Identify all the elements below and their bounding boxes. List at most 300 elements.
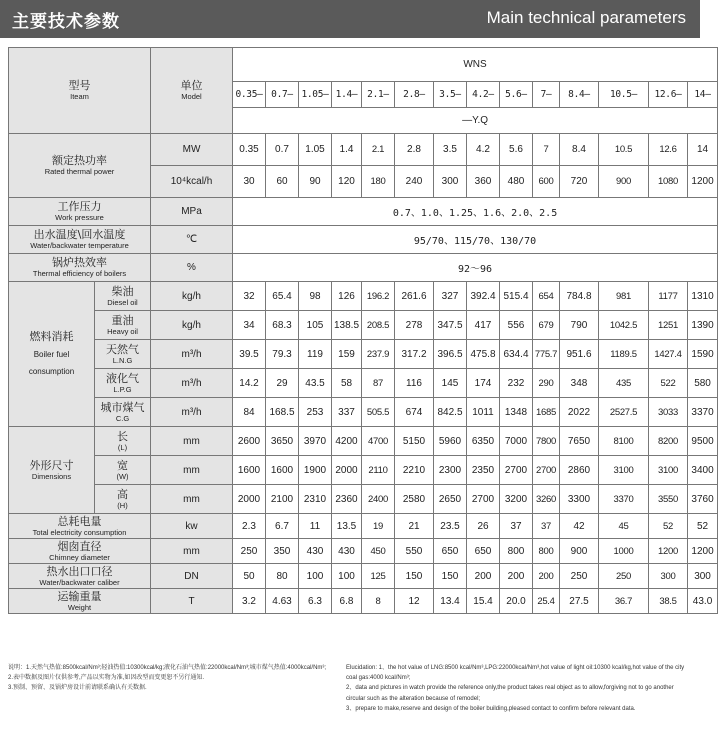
fuel-value: 505.5 [362, 398, 395, 427]
fuel-type-cn: 柴油 [111, 284, 134, 298]
model-column: 3.5— [434, 82, 467, 108]
chimney-value: 250 [233, 539, 266, 564]
fuel-value: 337 [332, 398, 362, 427]
fuel-type-cn: 重油 [111, 313, 134, 327]
fuel-value: 138.5 [332, 311, 362, 340]
table-row [9, 48, 718, 82]
fuel-value: 1177 [649, 282, 688, 311]
rated-mw-value: 8.4 [560, 134, 599, 166]
fuel-type-cn: 天然气 [106, 342, 139, 356]
fuel-value: 98 [299, 282, 332, 311]
rated-mw-value: 12.6 [649, 134, 688, 166]
dimension-en: (H) [117, 500, 128, 510]
model-column: 4.2— [467, 82, 500, 108]
dimension-value: 6350 [467, 427, 500, 456]
unit-cell: T [151, 589, 233, 614]
electric-label [9, 514, 151, 539]
fuel-value: 327 [434, 282, 467, 311]
unit-cell: m³/h [151, 369, 233, 398]
fuel-value: 34 [233, 311, 266, 340]
weight-value: 6.3 [299, 589, 332, 614]
rated-mw-value: 5.6 [500, 134, 533, 166]
dimension-value: 9500 [688, 427, 718, 456]
dimensions-label [9, 427, 95, 514]
weight-value: 36.7 [599, 589, 649, 614]
electric-value: 26 [467, 514, 500, 539]
weight-value: 8 [362, 589, 395, 614]
dimension-en: (W) [116, 471, 129, 481]
dimension-value: 2300 [434, 456, 467, 485]
dimension-cn: 宽 [117, 458, 128, 472]
dimension-value: 1900 [299, 456, 332, 485]
unit-cell: kw [151, 514, 233, 539]
unit-cell: m³/h [151, 340, 233, 369]
electric-value: 6.7 [266, 514, 299, 539]
table-row [9, 340, 718, 369]
electric-value: 52 [688, 514, 718, 539]
fuel-value: 1011 [467, 398, 500, 427]
unit-cell: ℃ [151, 226, 233, 254]
temperature-cn: 出水温度\回水温度 [33, 228, 126, 241]
fuel-value: 674 [395, 398, 434, 427]
weight-value: 20.0 [500, 589, 533, 614]
fuel-value: 1042.5 [599, 311, 649, 340]
fuel-type-en: Diesel oil [107, 297, 138, 307]
rated-kcal-value: 900 [599, 166, 649, 198]
dimension-value: 2360 [332, 485, 362, 514]
fuel-type-en: C.G [115, 413, 130, 423]
header-model [9, 48, 151, 134]
dimension-value: 2700 [467, 485, 500, 514]
rated-kcal-value: 180 [362, 166, 395, 198]
caliber-value: 125 [362, 564, 395, 589]
electric-value: 11 [299, 514, 332, 539]
caliber-value: 250 [560, 564, 599, 589]
chimney-value: 430 [332, 539, 362, 564]
fuel-value: 232 [500, 369, 533, 398]
unit-cell: MW [151, 134, 233, 166]
note-cn-1: 说明：1.天然气热值:8500kcal/Nm³;轻油热值:10300kcal/kg;液化石油气热值:22000kcal/Nm³;城市煤气热值:4000kcal/Nm³; [8, 665, 327, 671]
weight-value: 13.4 [434, 589, 467, 614]
temperature-en: Water/backwater temperature [30, 241, 129, 250]
dimension-value: 2350 [467, 456, 500, 485]
table-row [9, 398, 718, 427]
model-column: 0.7— [266, 82, 299, 108]
unit-cell: kg/h [151, 311, 233, 340]
dimension-value: 3200 [500, 485, 533, 514]
rated-kcal-value: 600 [533, 166, 560, 198]
model-column: 12.6— [649, 82, 688, 108]
table-row [9, 485, 718, 514]
weight-en: Weight [67, 602, 92, 612]
fuel-en-1: Boiler fuel [33, 350, 70, 359]
fuel-value: 435 [599, 369, 649, 398]
fuel-value: 634.4 [500, 340, 533, 369]
fuel-value: 290 [533, 369, 560, 398]
dimension-value: 8200 [649, 427, 688, 456]
fuel-value: 1310 [688, 282, 718, 311]
dimension-value: 3550 [649, 485, 688, 514]
notes-en [346, 663, 692, 714]
rated-kcal-value: 90 [299, 166, 332, 198]
rated-mw-value: 14 [688, 134, 718, 166]
fuel-value: 84 [233, 398, 266, 427]
fuel-value: 1590 [688, 340, 718, 369]
dimension-type-label [95, 456, 151, 485]
chimney-value: 350 [266, 539, 299, 564]
fuel-value: 32 [233, 282, 266, 311]
unit-cell: DN [151, 564, 233, 589]
rated-output-cn: 额定热功率 [52, 154, 107, 167]
fuel-value: 119 [299, 340, 332, 369]
fuel-type-en: L.N.G [112, 355, 133, 365]
dimension-value: 3760 [688, 485, 718, 514]
caliber-value: 80 [266, 564, 299, 589]
weight-value: 15.4 [467, 589, 500, 614]
unit-cell: kg/h [151, 282, 233, 311]
note-en-3: 3、prepare to make,reserve and design of the boiler building,pleased contact to confirm before relevant data. [346, 705, 636, 712]
table-row [9, 282, 718, 311]
caliber-cn: 热水出口口径 [46, 564, 113, 578]
fuel-value: 392.4 [467, 282, 500, 311]
efficiency-en: Thermal efficiency of boilers [32, 269, 127, 278]
model-column: 14— [688, 82, 718, 108]
dimension-value: 2580 [395, 485, 434, 514]
fuel-value: 784.8 [560, 282, 599, 311]
dimension-type-label [95, 427, 151, 456]
caliber-value: 150 [434, 564, 467, 589]
fuel-value: 237.9 [362, 340, 395, 369]
chimney-cn: 烟囱直径 [57, 539, 102, 553]
weight-value: 12 [395, 589, 434, 614]
table-row [9, 134, 718, 166]
efficiency-value: 92～96 [233, 254, 718, 282]
dimension-value: 2700 [500, 456, 533, 485]
caliber-value: 250 [599, 564, 649, 589]
chimney-value: 430 [299, 539, 332, 564]
unit-en: Model [181, 92, 202, 101]
fuel-value: 1685 [533, 398, 560, 427]
dimension-cn: 长 [117, 429, 128, 443]
rated-kcal-value: 240 [395, 166, 434, 198]
table-row [9, 226, 718, 254]
fuel-value: 174 [467, 369, 500, 398]
rated-output-label [9, 134, 151, 198]
fuel-value: 3370 [688, 398, 718, 427]
dimension-value: 3100 [599, 456, 649, 485]
fuel-value: 145 [434, 369, 467, 398]
model-column: 5.6— [500, 82, 533, 108]
fuel-value: 14.2 [233, 369, 266, 398]
fuel-value: 65.4 [266, 282, 299, 311]
fuel-value: 951.6 [560, 340, 599, 369]
title-bar [0, 0, 700, 38]
chimney-value: 450 [362, 539, 395, 564]
chimney-value: 650 [434, 539, 467, 564]
pressure-en: Work pressure [55, 213, 104, 222]
fuel-value: 1189.5 [599, 340, 649, 369]
rated-kcal-value: 120 [332, 166, 362, 198]
weight-value: 25.4 [533, 589, 560, 614]
rated-kcal-value: 30 [233, 166, 266, 198]
note-en-1: Elucidation: 1、the hot value of LNG:8500 kcal/Nm³,LPG:22000kcal/Nm³,hot value of light oil:10300 kcal/kg,hot value of the city coal gas:4000 kcal/Nm³; [346, 665, 685, 682]
chimney-en: Chimney diameter [49, 552, 110, 562]
pressure-cn: 工作压力 [57, 200, 102, 213]
dimension-value: 2650 [434, 485, 467, 514]
rated-kcal-value: 1200 [688, 166, 718, 198]
dimension-value: 3260 [533, 485, 560, 514]
unit-cell: m³/h [151, 398, 233, 427]
fuel-value: 159 [332, 340, 362, 369]
caliber-value: 200 [467, 564, 500, 589]
electric-value: 23.5 [434, 514, 467, 539]
fuel-type-label [95, 398, 151, 427]
model-column: 10.5— [599, 82, 649, 108]
unit-cell: mm [151, 456, 233, 485]
fuel-value: 39.5 [233, 340, 266, 369]
fuel-value: 29 [266, 369, 299, 398]
chimney-value: 900 [560, 539, 599, 564]
model-column: 7— [533, 82, 560, 108]
fuel-value: 348 [560, 369, 599, 398]
dimension-value: 3100 [649, 456, 688, 485]
weight-value: 3.2 [233, 589, 266, 614]
table-row [9, 198, 718, 226]
dimension-en: (L) [117, 442, 128, 452]
fuel-type-label [95, 311, 151, 340]
caliber-value: 200 [500, 564, 533, 589]
fuel-en-2: consumption [28, 367, 75, 376]
efficiency-cn: 锅炉热效率 [52, 256, 107, 269]
fuel-value: 2527.5 [599, 398, 649, 427]
table-row [9, 369, 718, 398]
fuel-value: 79.3 [266, 340, 299, 369]
rated-mw-value: 1.05 [299, 134, 332, 166]
fuel-value: 87 [362, 369, 395, 398]
caliber-value: 100 [332, 564, 362, 589]
electric-cn: 总耗电量 [57, 514, 102, 528]
unit-cell: % [151, 254, 233, 282]
dimension-type-label [95, 485, 151, 514]
chimney-value: 650 [467, 539, 500, 564]
fuel-value: 253 [299, 398, 332, 427]
model-column: 1.4— [332, 82, 362, 108]
fuel-value: 1427.4 [649, 340, 688, 369]
pressure-value: 0.7、1.0、1.25、1.6、2.0、2.5 [233, 198, 718, 226]
caliber-value: 150 [395, 564, 434, 589]
dimension-value: 2860 [560, 456, 599, 485]
model-column: 2.1— [362, 82, 395, 108]
chimney-label [9, 539, 151, 564]
fuel-value: 347.5 [434, 311, 467, 340]
series-label: WNS [233, 48, 718, 82]
fuel-type-label [95, 369, 151, 398]
notes-cn [8, 663, 328, 694]
dimension-value: 5960 [434, 427, 467, 456]
fuel-value: 842.5 [434, 398, 467, 427]
weight-value: 6.8 [332, 589, 362, 614]
dimension-value: 1600 [266, 456, 299, 485]
fuel-type-cn: 城市煤气 [100, 400, 145, 414]
fuel-type-label [95, 282, 151, 311]
chimney-value: 1200 [649, 539, 688, 564]
rated-mw-value: 3.5 [434, 134, 467, 166]
fuel-value: 43.5 [299, 369, 332, 398]
rated-mw-value: 2.1 [362, 134, 395, 166]
efficiency-label [9, 254, 151, 282]
rated-kcal-value: 300 [434, 166, 467, 198]
dimension-value: 4200 [332, 427, 362, 456]
model-column: 1.05— [299, 82, 332, 108]
rated-kcal-value: 1080 [649, 166, 688, 198]
fuel-value: 116 [395, 369, 434, 398]
unit-cell: mm [151, 427, 233, 456]
fuel-type-label [95, 340, 151, 369]
dimension-value: 2600 [233, 427, 266, 456]
rated-mw-value: 4.2 [467, 134, 500, 166]
caliber-value: 50 [233, 564, 266, 589]
chimney-value: 1000 [599, 539, 649, 564]
dimension-value: 3370 [599, 485, 649, 514]
fuel-value: 68.3 [266, 311, 299, 340]
electric-value: 42 [560, 514, 599, 539]
model-suffix: —Y.Q [233, 108, 718, 134]
unit-cell: mm [151, 539, 233, 564]
fuel-value: 278 [395, 311, 434, 340]
model-en: Iteam [70, 92, 89, 101]
fuel-value: 1390 [688, 311, 718, 340]
caliber-en: Water/backwater caliber [39, 577, 120, 587]
fuel-value: 522 [649, 369, 688, 398]
temperature-value: 95/70、115/70、130/70 [233, 226, 718, 254]
electric-value: 52 [649, 514, 688, 539]
dimension-value: 2000 [332, 456, 362, 485]
spec-table [8, 47, 718, 614]
dimension-value: 7800 [533, 427, 560, 456]
electric-value: 2.3 [233, 514, 266, 539]
dimension-value: 4700 [362, 427, 395, 456]
chimney-value: 800 [533, 539, 560, 564]
dimension-value: 3400 [688, 456, 718, 485]
fuel-value: 1251 [649, 311, 688, 340]
weight-label [9, 589, 151, 614]
fuel-value: 981 [599, 282, 649, 311]
rated-kcal-value: 480 [500, 166, 533, 198]
table-row [9, 514, 718, 539]
table-row [9, 564, 718, 589]
note-en-2: 2、data and pictures in watch provide the reference only,the product takes real object as to allow,forgiving not to go another circular such as the alteration because of remodel; [346, 685, 674, 702]
chimney-value: 550 [395, 539, 434, 564]
fuel-value: 417 [467, 311, 500, 340]
fuel-value: 475.8 [467, 340, 500, 369]
note-cn-3: 3.预制、预留、及锅炉房设计前请联系确认有关数据. [8, 685, 147, 692]
dimension-value: 3300 [560, 485, 599, 514]
weight-cn: 运输重量 [57, 589, 102, 603]
fuel-value: 556 [500, 311, 533, 340]
fuel-value: 515.4 [500, 282, 533, 311]
electric-value: 37 [500, 514, 533, 539]
dimension-value: 5150 [395, 427, 434, 456]
title-en: Main technical parameters [486, 8, 686, 27]
caliber-value: 100 [299, 564, 332, 589]
dimension-value: 7000 [500, 427, 533, 456]
rated-mw-value: 10.5 [599, 134, 649, 166]
chimney-value: 800 [500, 539, 533, 564]
table-row [9, 589, 718, 614]
weight-value: 27.5 [560, 589, 599, 614]
model-column: 2.8— [395, 82, 434, 108]
dimension-value: 2000 [233, 485, 266, 514]
fuel-cn: 燃料消耗 [29, 330, 74, 343]
fuel-value: 58 [332, 369, 362, 398]
fuel-value: 3033 [649, 398, 688, 427]
dimension-value: 3650 [266, 427, 299, 456]
rated-kcal-value: 60 [266, 166, 299, 198]
fuel-value: 1348 [500, 398, 533, 427]
header-unit [151, 48, 233, 134]
model-cn: 型号 [68, 79, 91, 92]
dimension-value: 2310 [299, 485, 332, 514]
fuel-value: 196.2 [362, 282, 395, 311]
fuel-value: 261.6 [395, 282, 434, 311]
dimension-value: 3970 [299, 427, 332, 456]
rated-mw-value: 0.35 [233, 134, 266, 166]
fuel-value: 396.5 [434, 340, 467, 369]
dimension-value: 8100 [599, 427, 649, 456]
title-cn: 主要技术参数 [12, 12, 120, 32]
dimension-value: 7650 [560, 427, 599, 456]
dimension-value: 2110 [362, 456, 395, 485]
fuel-value: 790 [560, 311, 599, 340]
table-row [9, 254, 718, 282]
dimension-value: 1600 [233, 456, 266, 485]
electric-en: Total electricity consumption [32, 527, 127, 537]
fuel-group-label [9, 282, 95, 427]
rated-mw-value: 2.8 [395, 134, 434, 166]
weight-value: 4.63 [266, 589, 299, 614]
caliber-value: 300 [649, 564, 688, 589]
unit-cell: mm [151, 485, 233, 514]
rated-mw-value: 0.7 [266, 134, 299, 166]
fuel-value: 679 [533, 311, 560, 340]
rated-kcal-value: 720 [560, 166, 599, 198]
fuel-value: 317.2 [395, 340, 434, 369]
temperature-label [9, 226, 151, 254]
fuel-type-en: Heavy oil [107, 326, 138, 336]
fuel-value: 168.5 [266, 398, 299, 427]
rated-output-en: Rated thermal power [44, 167, 115, 176]
table-row [9, 456, 718, 485]
dimension-value: 2400 [362, 485, 395, 514]
unit-cell: MPa [151, 198, 233, 226]
fuel-value: 105 [299, 311, 332, 340]
chimney-value: 1200 [688, 539, 718, 564]
pressure-label [9, 198, 151, 226]
electric-value: 37 [533, 514, 560, 539]
table-row [9, 427, 718, 456]
dimension-value: 2210 [395, 456, 434, 485]
rated-mw-value: 1.4 [332, 134, 362, 166]
weight-value: 43.0 [688, 589, 718, 614]
fuel-value: 2022 [560, 398, 599, 427]
unit-cell: 10⁴kcal/h [151, 166, 233, 198]
weight-value: 38.5 [649, 589, 688, 614]
caliber-value: 300 [688, 564, 718, 589]
rated-mw-value: 7 [533, 134, 560, 166]
fuel-value: 654 [533, 282, 560, 311]
table-row [9, 311, 718, 340]
note-cn-2: 2.表中数据及图片仅供参考,产品以实物为准,如因改型而变更恕不另行通知. [8, 675, 205, 682]
